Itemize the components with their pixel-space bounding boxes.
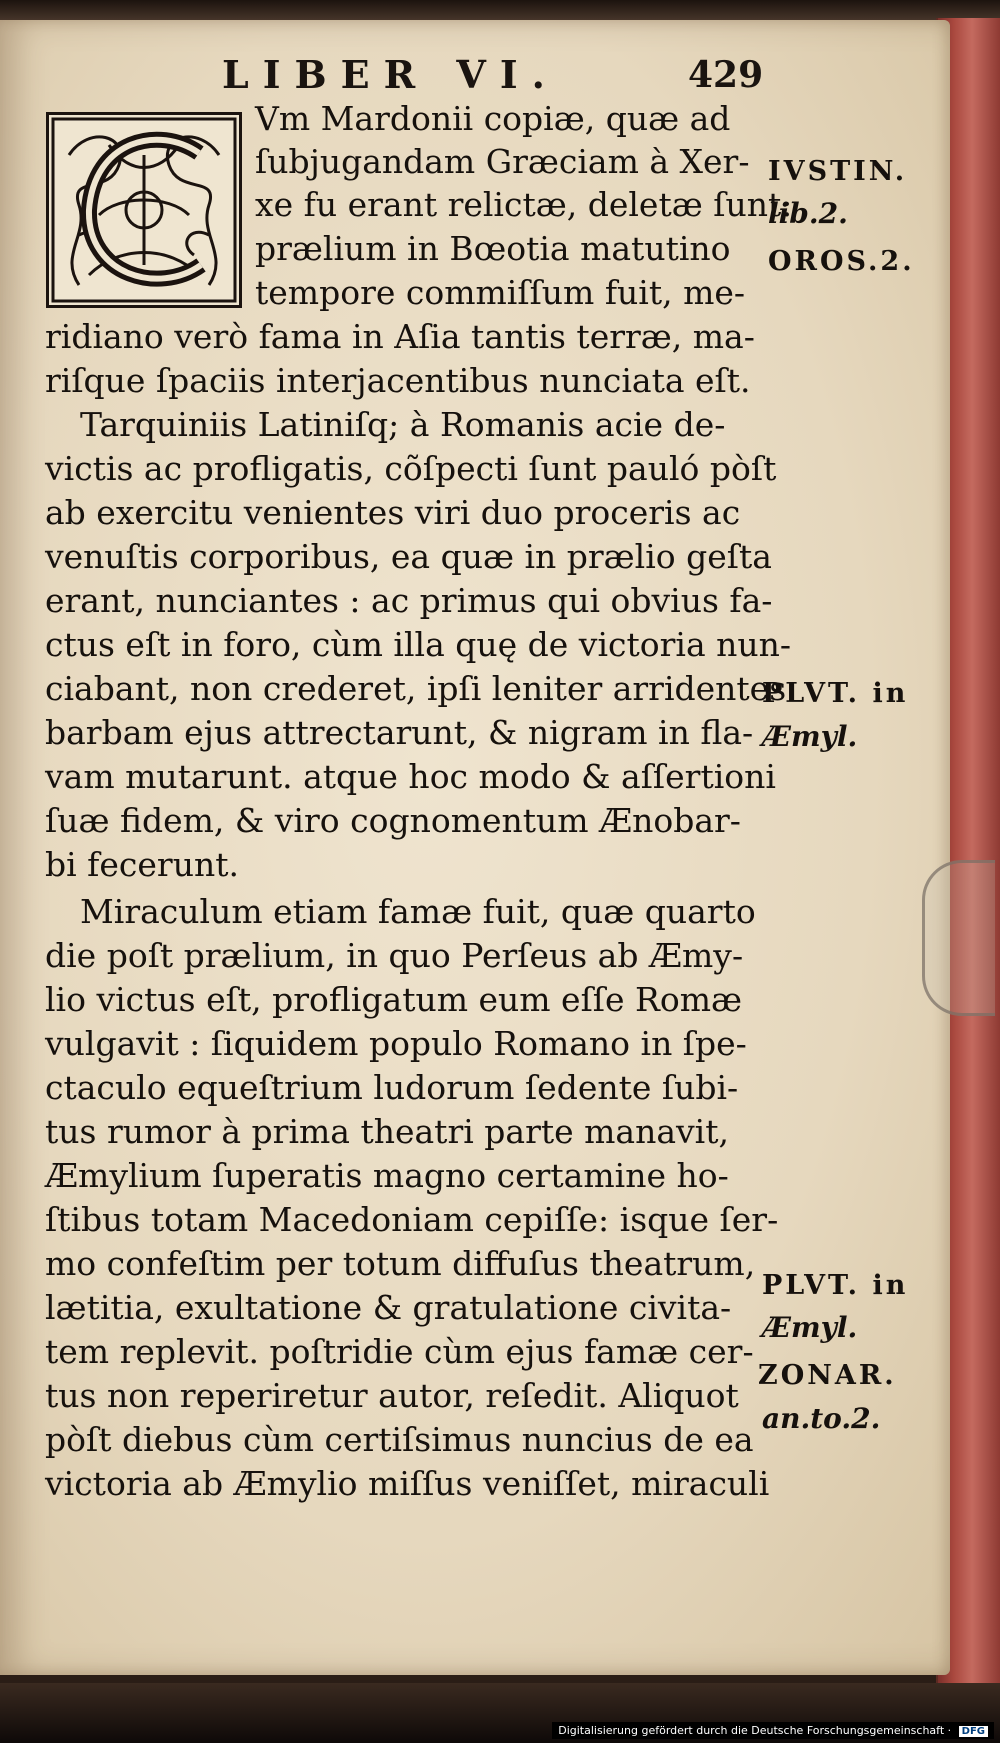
- text-line: lio victus eſt, profligatum eum eſſe Romæ: [45, 980, 743, 1019]
- text-line: riſque ſpaciis interjacentibus nunciata eſt.: [45, 361, 751, 400]
- text-line: ſuæ fidem, & viro cognomentum Ænobar-: [45, 801, 741, 840]
- text-line: die poſt prælium, in quo Perſeus ab Æmy-: [45, 936, 744, 975]
- margin-note: IVSTIN.: [768, 156, 908, 187]
- text-line: ctus eſt in foro, cùm illa quę de victoria nun-: [45, 625, 792, 664]
- text-line: ctaculo equeſtrium ludorum ſedente ſubi-: [45, 1068, 739, 1107]
- margin-note: an.to.2.: [762, 1402, 881, 1435]
- margin-note: OROS.2.: [768, 246, 915, 277]
- text-line: ſubjugandam Græciam à Xer-: [255, 142, 750, 181]
- text-line: mo confeſtim per totum diffuſus theatrum,: [45, 1244, 756, 1283]
- credit-text: Digitalisierung gefördert durch die Deutsche Forschungsgemeinschaft ·: [558, 1724, 952, 1737]
- text-line: Æmylium ſuperatis magno certamine ho-: [45, 1156, 729, 1195]
- margin-note: Æmyl.: [762, 1311, 858, 1344]
- text-line: tempore commiſſum fuit, me-: [255, 273, 746, 312]
- margin-note: PLVT. in: [762, 678, 909, 709]
- text-line: Miraculum etiam famæ fuit, quæ quarto: [80, 892, 756, 931]
- margin-note: ZONAR.: [758, 1360, 897, 1391]
- text-line: prælium in Bœotia matutino: [255, 229, 731, 268]
- page-clip: [922, 860, 995, 1016]
- text-line: venuſtis corporibus, ea quæ in prælio geſta: [45, 537, 772, 576]
- text-line: vam mutarunt. atque hoc modo & aſſertioni: [45, 757, 776, 796]
- running-head: LIBER VI.: [222, 52, 559, 97]
- text-line: tus rumor à prima theatri parte manavit,: [45, 1112, 729, 1151]
- text-line: vulgavit : ſiquidem populo Romano in ſpe-: [45, 1024, 747, 1063]
- text-line: bi fecerunt.: [45, 845, 239, 884]
- text-line: ridiano verò fama in Aſia tantis terræ, ma-: [45, 317, 755, 356]
- text-line: barbam ejus attrectarunt, & nigram in fla-: [45, 713, 754, 752]
- text-line: ab exercitu venientes viri duo proceris ac: [45, 493, 741, 532]
- text-line: erant, nunciantes : ac primus qui obvius fa-: [45, 581, 773, 620]
- dfg-logo: DFG: [959, 1726, 988, 1737]
- page-number: 429: [688, 54, 764, 96]
- text-line: pòſt diebus cùm certiſsimus nuncius de ea: [45, 1420, 754, 1459]
- text-line: victis ac profligatis, cõſpecti ſunt pauló pòſt: [45, 449, 777, 488]
- margin-note: lib.2.: [768, 197, 848, 230]
- margin-note: Æmyl.: [762, 720, 858, 753]
- text-line: Tarquiniis Latiniſq; à Romanis acie de-: [80, 405, 726, 444]
- digitization-credit: [552, 1722, 994, 1739]
- text-line: tus non reperiretur autor, reſedit. Aliquot: [45, 1376, 739, 1415]
- text-line: ciabant, non crederet, ipſi leniter arridentes: [45, 669, 787, 708]
- text-line: Vm Mardonii copiæ, quæ ad: [255, 99, 731, 138]
- text-line: ſtibus totam Macedoniam cepiſſe: isque ſer-: [45, 1200, 779, 1239]
- text-line: tem replevit. poſtridie cùm ejus famæ cer-: [45, 1332, 754, 1371]
- text-line: xe fu erant relictæ, deletæ ſunt:: [255, 185, 793, 224]
- text-line: victoria ab Æmylio miſſus veniſſet, miraculi: [45, 1464, 770, 1503]
- text-line: lætitia, exultatione & gratulatione civita-: [45, 1288, 732, 1327]
- margin-note: PLVT. in: [762, 1270, 909, 1301]
